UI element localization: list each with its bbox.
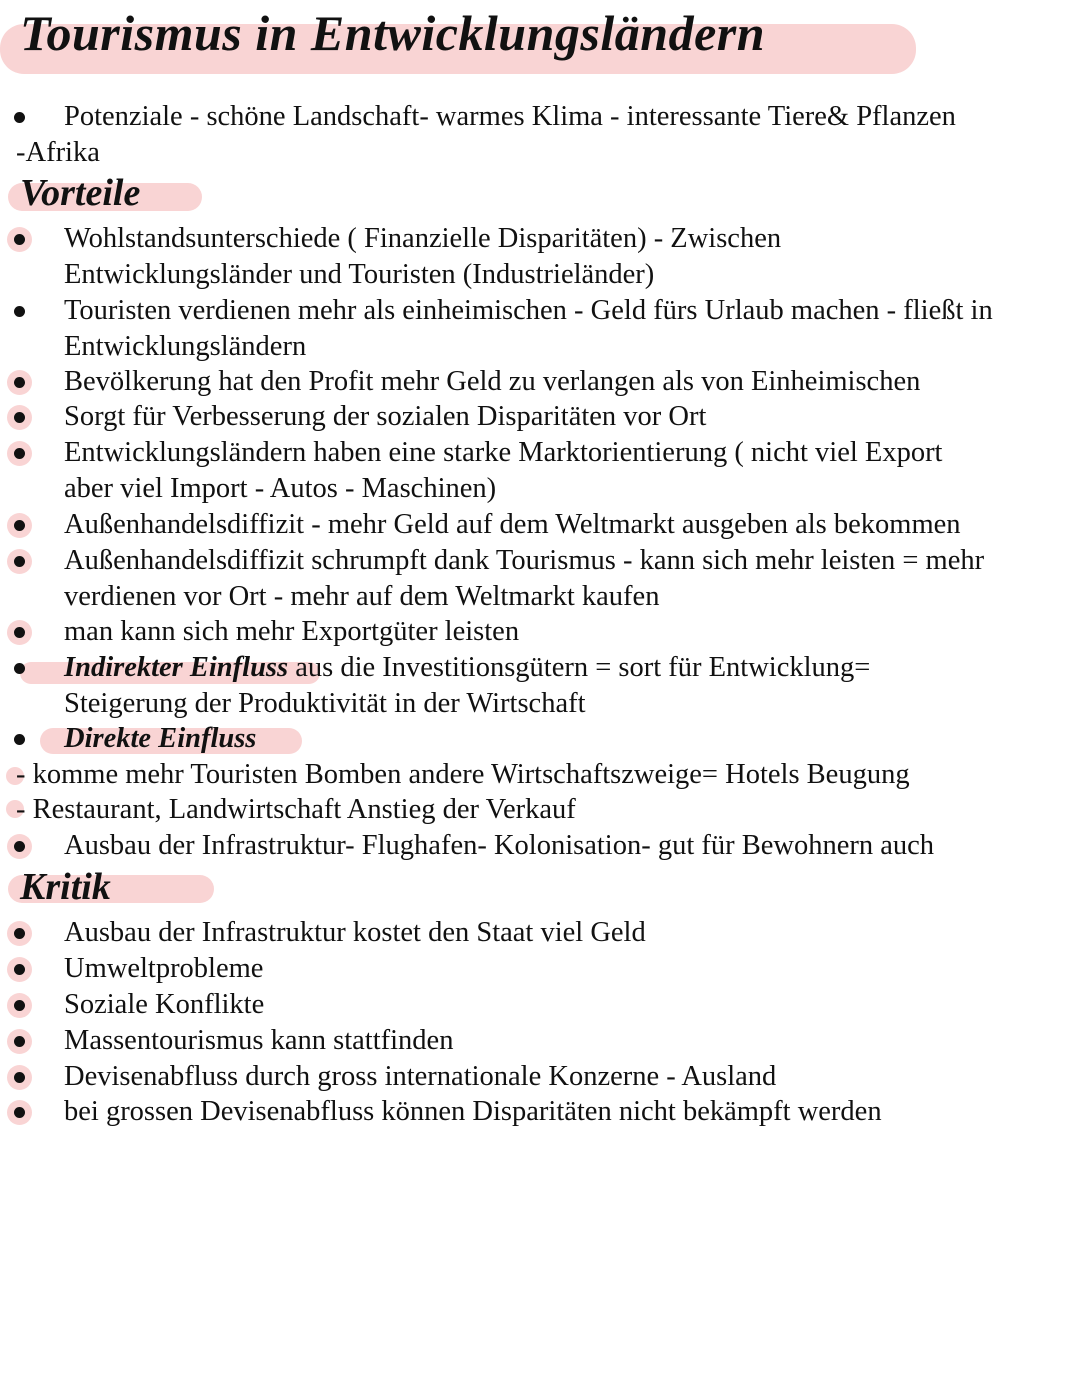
indirekt-term: Indirekter Einfluss [64,652,289,683]
bullet-dot [14,556,25,567]
bullet-dot [14,1036,25,1047]
bullet-dot [14,448,25,459]
bullet-dot [14,377,25,388]
direkt-detail-2: - Restaurant, Landwirtschaft Anstieg der Verkauf [16,794,576,825]
vorteile-heading: Vorteile [20,172,141,214]
intro-continuation: -Afrika [16,137,100,168]
page-title: Tourismus in Entwicklungsländern [20,5,766,61]
bullet-dot [14,964,25,975]
bullet-dot [14,627,25,638]
bullet-dot [14,520,25,531]
kritik-heading: Kritik [20,866,111,908]
bullet-dot [14,841,25,852]
bullet-dot [14,1072,25,1083]
bullet-dot [14,112,25,123]
direkt-term: Direkte Einfluss [64,723,257,754]
bullet-dot [14,412,25,423]
direkt-detail-1: - komme mehr Touristen Bomben andere Wirtschaftszweige= Hotels Beugung [16,759,910,790]
bullet-dot [14,928,25,939]
bullet-dot [14,1107,25,1118]
bullet-dot [14,734,25,745]
bullet-dot [14,306,25,317]
bullet-dot [14,1000,25,1011]
bullet-dot [14,234,25,245]
bullet-dot [14,663,25,674]
